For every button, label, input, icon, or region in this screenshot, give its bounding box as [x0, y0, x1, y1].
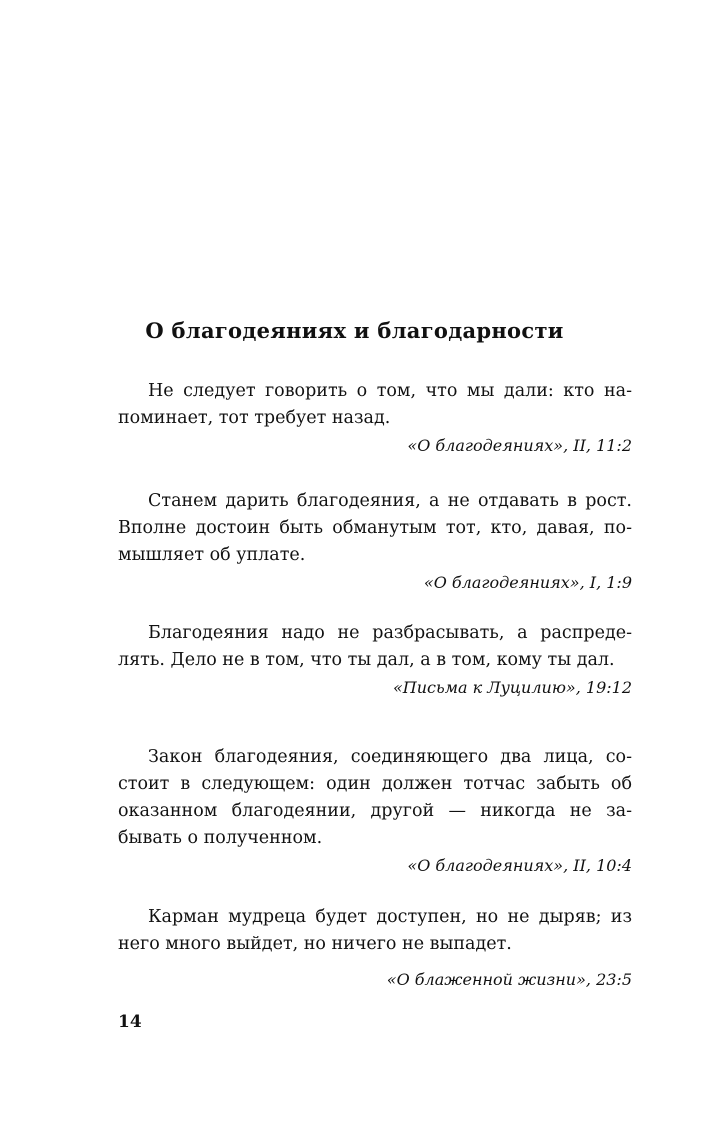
quote-block — [118, 904, 632, 992]
quote-text: Благодеяния надо не разбрасывать, а распределять. Дело не в том, что ты дал, а в том, кому ты дал. — [118, 623, 632, 670]
page-number: 14 — [118, 1012, 142, 1032]
quote-source: «О благодеяниях», I, 1:9 — [423, 573, 632, 592]
quote-source: «О благодеяниях», II, 11:2 — [407, 436, 632, 455]
quote-block — [118, 488, 632, 595]
quote-text: Карман мудреца будет доступен, но не дыряв; из него много выйдет, но ничего не выпадет. — [118, 907, 632, 954]
quote-block — [118, 378, 632, 458]
quote-block — [118, 620, 632, 700]
quote-text: Не следует говорить о том, что мы дали: кто напоминает, тот требует назад. — [118, 381, 632, 428]
quote-source: «О блаженной жизни», 23:5 — [386, 970, 632, 989]
quote-block — [118, 744, 632, 878]
quote-source: «О благодеяниях», II, 10:4 — [407, 856, 632, 875]
quote-source: «Письма к Луцилию», 19:12 — [393, 678, 632, 697]
quote-text: Закон благодеяния, соединяющего два лица, состоит в следующем: один должен тотчас забыть об оказанном благодеянии, другой — никогда не забывать о полученном. — [118, 747, 632, 848]
page-title: О благодеяниях и благодарности — [145, 318, 564, 343]
quote-text: Станем дарить благодеяния, а не отдавать в рост. Вполне достоин быть обманутым тот, кто, давая, помышляет об уплате. — [118, 491, 632, 565]
